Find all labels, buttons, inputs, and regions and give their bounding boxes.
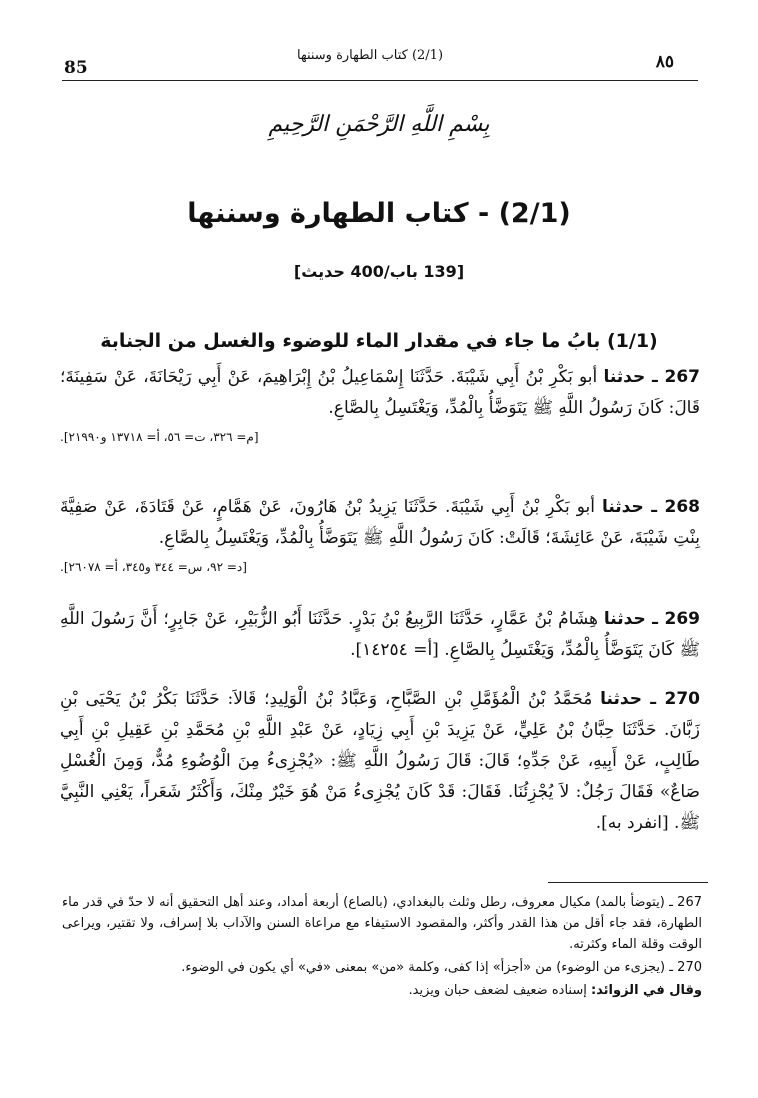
hadith-268 — [60, 492, 700, 576]
hadith-number: 267 ـ حدثنا — [603, 367, 700, 387]
hadith-267 — [60, 362, 700, 446]
zawaid-note — [62, 980, 702, 1001]
page-number-latin: 85 — [64, 58, 88, 78]
bab-title: (1/1) بابُ ما جاء في مقدار الماء للوضوء والغسل من الجنابة — [100, 330, 658, 352]
hadith-number: 269 ـ حدثنا — [603, 609, 700, 629]
zawaid-text: إسناده ضعيف لضعف حبان ويزيد. — [408, 983, 587, 998]
chapter-title: (2/1) - كتاب الطهارة وسننها — [187, 198, 571, 229]
hadith-text: مُحَمَّدُ بْنُ الْمُؤَمَّلِ بْنِ الصَّبَّاحِ، وَعَبَّادُ بْنُ الْوَلِيدِ؛ قَالاَ: حَدَّثَنَا بَكْرُ بْنُ يَحْيَى بْنِ زَبَّانَ. حَدَّثَنَا حِبَّانُ بْنُ عَلِيٍّ، عَنْ يَزِيدَ بْنِ أَبِي زِيَادٍ، عَنْ عَبْدِ اللَّهِ بْنِ مُحَمَّدِ بْنِ عَقِيلِ بْنِ أَبِي طَالِبٍ، عَنْ أَبِيهِ، عَنْ جَدِّهِ؛ قَالَ: قَالَ رَسُولُ اللَّهِ ﷺ: «يُجْزِىءُ مِنَ الْوُضُوءِ مُدٌّ، وَمِنَ الْغُسْلِ صَاعٌ» فَقَالَ رَجُلٌ: لاَ يُجْزِئُنَا. فَقَالَ: قَدْ كَانَ يُجْزِىءُ مَنْ هُوَ خَيْرٌ مِنْكَ، وَأَكْثَرُ شَعَراً، يَعْنِي النَّبِيَّ ﷺ. [انفرد به]. — [60, 689, 700, 833]
hadith-number: 268 ـ حدثنا — [601, 497, 700, 517]
footnotes — [62, 892, 702, 1003]
hadith-text: أبو بَكْرِ بْنُ أَبِي شَيْبَةَ. حَدَّثَنَا إِسْمَاعِيلُ بْنُ إِبْرَاهِيمَ، عَنْ أَبِي رَيْحَانَةَ، عَنْ سَفِينَةَ؛ قَالَ: كَانَ رَسُولُ اللَّهِ ﷺ يَتَوَضَّأُ بِالْمُدِّ، وَيَغْتَسِلُ بِالصَّاعِ. — [60, 367, 700, 418]
hadith-269 — [60, 604, 700, 666]
chapter-subtitle: [139 باب/400 حديث] — [293, 262, 465, 281]
footnote-267: 267 ـ (يتوضأ بالمد) مكيال معروف، رطل وثلث بالبغدادي، (بالصاع) أربعة أمداد، وعند أهل التحقيق أنه لا حدّ في قدر ماء الطهارة، فقد جاء أقل من هذا القدر وأكثر، والمقصود الاستيفاء مع مراعاة السنن والآداب بلا إسراف، ولا تقتير، ويراعى الوقت وقلة الماء وكثرته. — [62, 895, 702, 952]
hadith-reference: [م= ٣٢٦، ت= ٥٦، أ= ١٣٧١٨ و٢١٩٩٠]. — [60, 430, 259, 444]
hadith-reference: [د= ٩٢، س= ٣٤٤ و٣٤٥، أ= ٢٦٠٧٨]. — [60, 560, 247, 574]
footnote-divider — [548, 882, 708, 883]
basmala: بِسْمِ اللَّهِ الرَّحْمَنِ الرَّحِيمِ — [268, 112, 490, 137]
zawaid-label: وقال في الزوائد: — [590, 983, 702, 998]
running-title: (2/1) كتاب الطهارة وسننها — [296, 48, 444, 63]
page-number-arabic: ٨٥ — [655, 52, 674, 72]
hadith-text: أبو بَكْرِ بْنُ أَبِي شَيْبَةَ. حَدَّثَنَا يَزِيدُ بْنُ هَارُونَ، عَنْ هَمَّامٍ، عَنْ قَتَادَةَ، عَنْ صَفِيَّةَ بِنْتِ شَيْبَةَ، عَنْ عَائِشَةَ؛ قَالَتْ: كَانَ رَسُولُ اللَّهِ ﷺ يَتَوَضَّأُ بِالْمُدِّ، وَيَغْتَسِلُ بِالصَّاعِ. — [60, 497, 700, 548]
hadith-text: هِشَامُ بْنُ عَمَّارٍ، حَدَّثَنَا الرَّبِيعُ بْنُ بَدْرٍ. حَدَّثَنَا أَبُو الزُّبَيْرِ، عَنْ جَابِرٍ؛ أَنَّ رَسُولَ اللَّهِ ﷺ كَانَ يَتَوَضَّأُ بِالْمُدِّ، وَيَغْتَسِلُ بِالصَّاعِ. [أ= ١٤٢٥٤]. — [60, 609, 700, 660]
hadith-number: 270 ـ حدثنا — [600, 689, 700, 709]
footnote-270: 270 ـ (يجزىء من الوضوء) من «أجزأ» إذا كفى، وكلمة «من» بمعنى «في» أي يكون في الوضوء. — [181, 960, 702, 975]
hadith-270 — [60, 684, 700, 839]
header-divider — [62, 80, 698, 81]
